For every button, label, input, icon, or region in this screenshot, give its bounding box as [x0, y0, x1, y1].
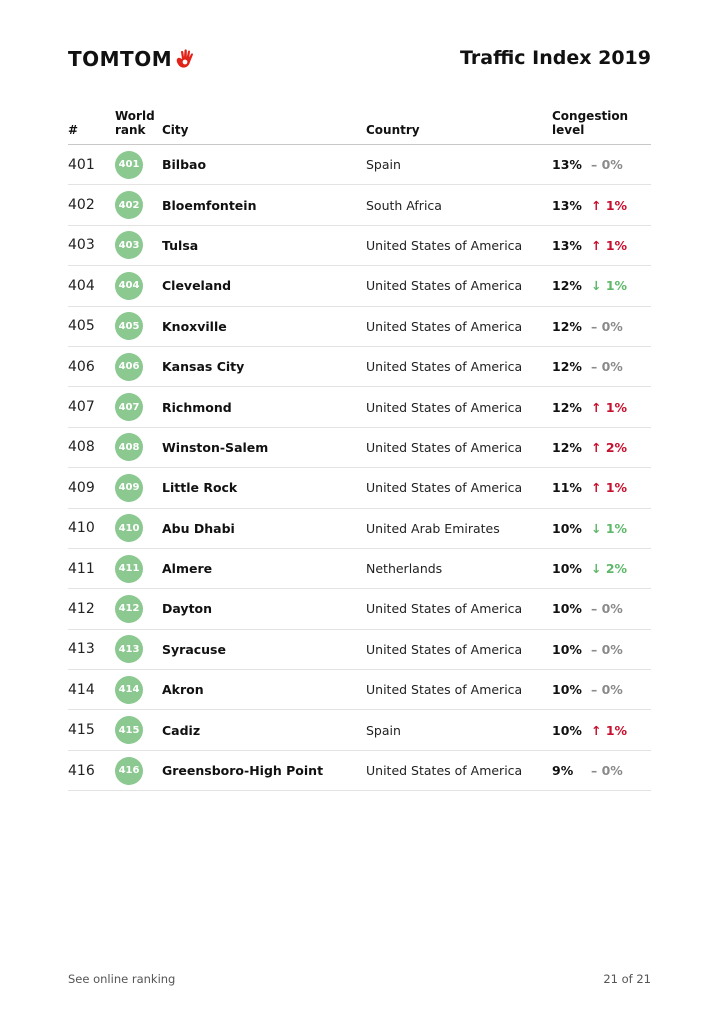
city-name: Richmond [162, 399, 232, 415]
world-rank-cell [115, 468, 143, 507]
row-number: 409 [68, 479, 95, 496]
country-name: United States of America [366, 682, 523, 698]
world-rank-badge: 406 [115, 353, 143, 381]
row-number: 412 [68, 600, 95, 617]
congestion-change: ↓ 1% [591, 278, 628, 294]
world-rank-badge: 404 [115, 272, 143, 300]
row-number: 415 [68, 722, 95, 739]
congestion-change: ↑ 1% [591, 197, 628, 213]
world-rank-cell [115, 307, 143, 346]
table-row [68, 710, 651, 750]
country-name: United States of America [366, 237, 523, 253]
see-online-ranking-link[interactable]: See online ranking [68, 972, 176, 986]
world-rank-badge: 403 [115, 231, 143, 259]
row-number: 403 [68, 237, 95, 254]
header-city: City [162, 123, 189, 137]
table-row [68, 549, 651, 589]
world-rank-badge: 416 [115, 757, 143, 785]
congestion-change: ↑ 1% [591, 237, 628, 253]
header-world-rank-line2: rank [115, 123, 146, 137]
row-number: 411 [68, 560, 95, 577]
world-rank-badge: 405 [115, 312, 143, 340]
city-name: Little Rock [162, 480, 238, 496]
header-num: # [68, 123, 79, 137]
congestion-level: 12% [552, 318, 582, 334]
world-rank-cell [115, 710, 143, 749]
world-rank-badge: 409 [115, 474, 143, 502]
congestion-level: 10% [552, 601, 582, 617]
congestion-change: – 0% [591, 359, 623, 375]
table-row [68, 428, 651, 468]
table-row [68, 670, 651, 710]
document-title: Traffic Index 2019 [460, 47, 651, 69]
congestion-level: 10% [552, 561, 582, 577]
city-name: Winston-Salem [162, 439, 269, 455]
world-rank-cell [115, 266, 143, 305]
tomtom-logo [68, 46, 197, 72]
logo-wordmark: TOMTOM [68, 47, 173, 71]
congestion-level: 12% [552, 439, 582, 455]
table-row [68, 185, 651, 225]
congestion-change: – 0% [591, 318, 623, 334]
city-name: Akron [162, 682, 204, 698]
country-name: South Africa [366, 197, 442, 213]
congestion-level: 11% [552, 480, 582, 496]
world-rank-cell [115, 387, 143, 426]
world-rank-cell [115, 428, 143, 467]
table-row [68, 387, 651, 427]
table-row [68, 589, 651, 629]
table-row [68, 145, 651, 185]
row-number: 408 [68, 439, 95, 456]
congestion-level: 12% [552, 399, 582, 415]
page-number: 21 of 21 [603, 972, 651, 986]
world-rank-badge: 410 [115, 514, 143, 542]
country-name: United States of America [366, 641, 523, 657]
table-body [68, 145, 651, 791]
country-name: United States of America [366, 763, 523, 779]
congestion-change: – 0% [591, 641, 623, 657]
world-rank-badge: 415 [115, 716, 143, 744]
congestion-change: ↑ 1% [591, 722, 628, 738]
world-rank-cell [115, 630, 143, 669]
table-row [68, 509, 651, 549]
city-name: Syracuse [162, 641, 226, 657]
city-name: Knoxville [162, 318, 227, 334]
congestion-change: ↓ 2% [591, 561, 628, 577]
city-name: Cadiz [162, 722, 201, 738]
congestion-level: 10% [552, 641, 582, 657]
table-header [68, 104, 651, 145]
country-name: Spain [366, 157, 401, 173]
header-congestion-level: Congestion level [552, 109, 629, 137]
city-name: Abu Dhabi [162, 520, 235, 536]
world-rank-cell [115, 145, 143, 184]
country-name: Netherlands [366, 561, 443, 577]
world-rank-cell [115, 347, 143, 386]
congestion-change: ↑ 2% [591, 439, 628, 455]
city-name: Almere [162, 561, 213, 577]
city-name: Bloemfontein [162, 197, 257, 213]
congestion-level: 13% [552, 197, 582, 213]
congestion-level: 10% [552, 682, 582, 698]
congestion-change: – 0% [591, 682, 623, 698]
congestion-level: 12% [552, 278, 582, 294]
congestion-change: ↑ 1% [591, 399, 628, 415]
header-world-rank [115, 109, 155, 137]
table-row [68, 347, 651, 387]
country-name: United States of America [366, 480, 523, 496]
city-name: Cleveland [162, 278, 232, 294]
hand-icon [173, 47, 197, 71]
country-name: United States of America [366, 318, 523, 334]
world-rank-badge: 411 [115, 555, 143, 583]
congestion-level: 12% [552, 359, 582, 375]
world-rank-cell [115, 226, 143, 265]
congestion-change: ↓ 1% [591, 520, 628, 536]
city-name: Tulsa [162, 237, 199, 253]
row-number: 410 [68, 520, 95, 537]
table-row [68, 751, 651, 791]
row-number: 405 [68, 318, 95, 335]
congestion-level: 13% [552, 157, 582, 173]
world-rank-badge: 408 [115, 433, 143, 461]
country-name: United States of America [366, 601, 523, 617]
header-country: Country [366, 123, 420, 137]
row-number: 401 [68, 156, 95, 173]
country-name: United States of America [366, 359, 523, 375]
world-rank-badge: 413 [115, 635, 143, 663]
world-rank-cell [115, 670, 143, 709]
row-number: 402 [68, 197, 95, 214]
country-name: United States of America [366, 278, 523, 294]
row-number: 407 [68, 399, 95, 416]
table-row [68, 266, 651, 306]
world-rank-cell [115, 751, 143, 790]
congestion-change: – 0% [591, 601, 623, 617]
ranking-table [68, 104, 651, 791]
congestion-change: – 0% [591, 157, 623, 173]
row-number: 416 [68, 762, 95, 779]
congestion-level: 10% [552, 722, 582, 738]
world-rank-cell [115, 185, 143, 224]
congestion-level: 13% [552, 237, 582, 253]
table-row [68, 630, 651, 670]
city-name: Kansas City [162, 359, 245, 375]
world-rank-badge: 401 [115, 151, 143, 179]
city-name: Bilbao [162, 157, 207, 173]
world-rank-cell [115, 589, 143, 628]
world-rank-cell [115, 549, 143, 588]
world-rank-badge: 402 [115, 191, 143, 219]
table-row [68, 226, 651, 266]
row-number: 406 [68, 358, 95, 375]
world-rank-badge: 412 [115, 595, 143, 623]
table-row [68, 468, 651, 508]
world-rank-badge: 414 [115, 676, 143, 704]
congestion-level: 9% [552, 763, 574, 779]
congestion-level: 10% [552, 520, 582, 536]
world-rank-badge: 407 [115, 393, 143, 421]
country-name: Spain [366, 722, 401, 738]
world-rank-cell [115, 509, 143, 548]
country-name: United States of America [366, 439, 523, 455]
country-name: United Arab Emirates [366, 520, 500, 536]
congestion-change: – 0% [591, 763, 623, 779]
congestion-change: ↑ 1% [591, 480, 628, 496]
row-number: 404 [68, 277, 95, 294]
row-number: 414 [68, 681, 95, 698]
row-number: 413 [68, 641, 95, 658]
city-name: Dayton [162, 601, 213, 617]
header-world-rank-line1: World [115, 109, 155, 123]
table-row [68, 307, 651, 347]
country-name: United States of America [366, 399, 523, 415]
city-name: Greensboro-High Point [162, 763, 324, 779]
